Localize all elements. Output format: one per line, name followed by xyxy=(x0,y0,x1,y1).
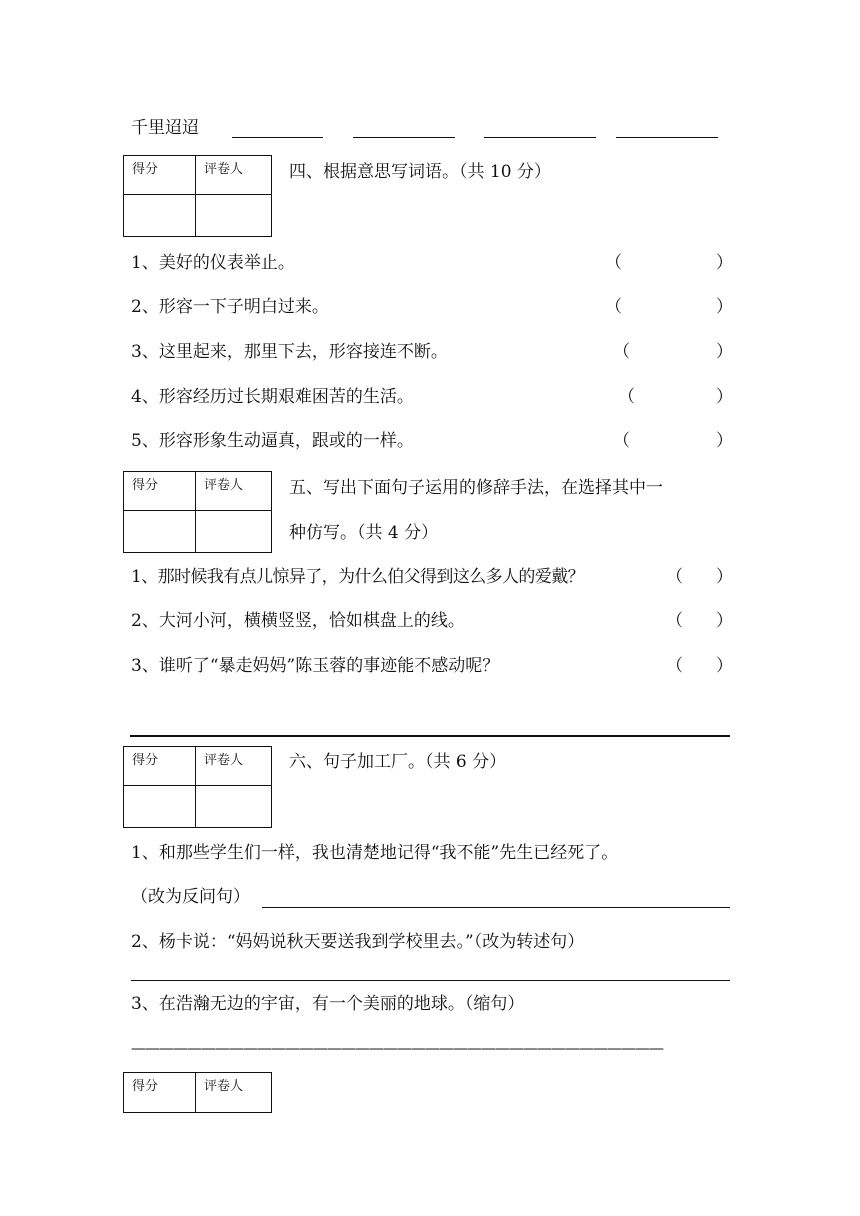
grader-cell[interactable] xyxy=(196,511,271,552)
score-box-section6 xyxy=(123,746,272,828)
section5-item: 2、大河小河，横横竖竖，恰如棋盘上的线。 xyxy=(131,611,465,631)
paren-close: ） xyxy=(716,342,733,362)
paren-open: （ xyxy=(666,611,683,631)
section5-item: 1、那时候我有点儿惊异了，为什么伯父得到这么多人的爱戴？ xyxy=(131,567,585,587)
paren-close: ） xyxy=(716,253,733,273)
paren-close: ） xyxy=(716,387,733,407)
paren-close: ） xyxy=(716,297,733,317)
score-box-section5 xyxy=(123,471,272,553)
paren-close: ） xyxy=(716,656,733,676)
section6-item2: 2、杨卡说：“妈妈说秋天要送我到学校里去。”（改为转述句） xyxy=(131,932,585,952)
answer-blank-1[interactable] xyxy=(232,137,323,138)
paren-open: （ xyxy=(605,297,622,317)
answer-line-item2[interactable] xyxy=(131,980,730,981)
section-divider xyxy=(130,735,730,737)
answer-blank-4[interactable] xyxy=(616,137,718,138)
paren-close: ） xyxy=(716,431,733,451)
paren-open: （ xyxy=(618,387,635,407)
paren-open: （ xyxy=(613,431,630,451)
grader-cell[interactable] xyxy=(196,195,271,236)
paren-close: ） xyxy=(716,567,733,587)
grader-label: 评卷人 xyxy=(204,1079,244,1094)
section5-title-line1: 五、写出下面句子运用的修辞手法，在选择其中一 xyxy=(289,478,663,498)
answer-dash-item3[interactable]: —————————————————————————————————————— xyxy=(131,1039,663,1057)
paren-open: （ xyxy=(613,342,630,362)
paren-close: ） xyxy=(716,611,733,631)
answer-line-item1[interactable] xyxy=(262,907,730,908)
section4-item: 5、形容形象生动逼真，跟或的一样。 xyxy=(131,431,414,451)
paren-open: （ xyxy=(605,253,622,273)
score-cell[interactable] xyxy=(124,786,196,827)
answer-blank-3[interactable] xyxy=(484,137,596,138)
grader-label: 评卷人 xyxy=(204,478,244,493)
section6-item1: 1、和那些学生们一样，我也清楚地记得“我不能”先生已经死了。 xyxy=(131,843,619,863)
score-label: 得分 xyxy=(132,1079,159,1094)
answer-blank-2[interactable] xyxy=(353,137,455,138)
section4-item: 2、形容一下子明白过来。 xyxy=(131,297,329,317)
score-cell[interactable] xyxy=(124,195,196,236)
grader-label: 评卷人 xyxy=(204,753,244,768)
section6-title: 六、句子加工厂。（共 6 分） xyxy=(289,752,507,772)
section5-title-line2: 种仿写。（共 4 分） xyxy=(289,523,439,543)
section4-title: 四、根据意思写词语。（共 10 分） xyxy=(289,162,551,182)
word-qianli: 千里迢迢 xyxy=(131,118,199,138)
section4-item: 3、这里起来，那里下去，形容接连不断。 xyxy=(131,342,448,362)
section5-item: 3、谁听了“暴走妈妈”陈玉蓉的事迹能不感动呢？ xyxy=(131,656,500,676)
score-cell[interactable] xyxy=(124,511,196,552)
score-label: 得分 xyxy=(132,753,159,768)
score-label: 得分 xyxy=(132,478,159,493)
section4-item: 4、形容经历过长期艰难困苦的生活。 xyxy=(131,387,414,407)
section6-item3: 3、在浩瀚无边的宇宙，有一个美丽的地球。（缩句） xyxy=(131,994,525,1014)
grader-label: 评卷人 xyxy=(204,162,244,177)
score-box-section7 xyxy=(123,1072,272,1113)
paren-open: （ xyxy=(666,656,683,676)
section6-item1-hint: （改为反问句） xyxy=(131,887,250,907)
grader-cell[interactable] xyxy=(196,786,271,827)
section4-item: 1、美好的仪表举止。 xyxy=(131,253,295,273)
score-label: 得分 xyxy=(132,162,159,177)
score-box-section4 xyxy=(123,155,272,237)
paren-open: （ xyxy=(666,567,683,587)
